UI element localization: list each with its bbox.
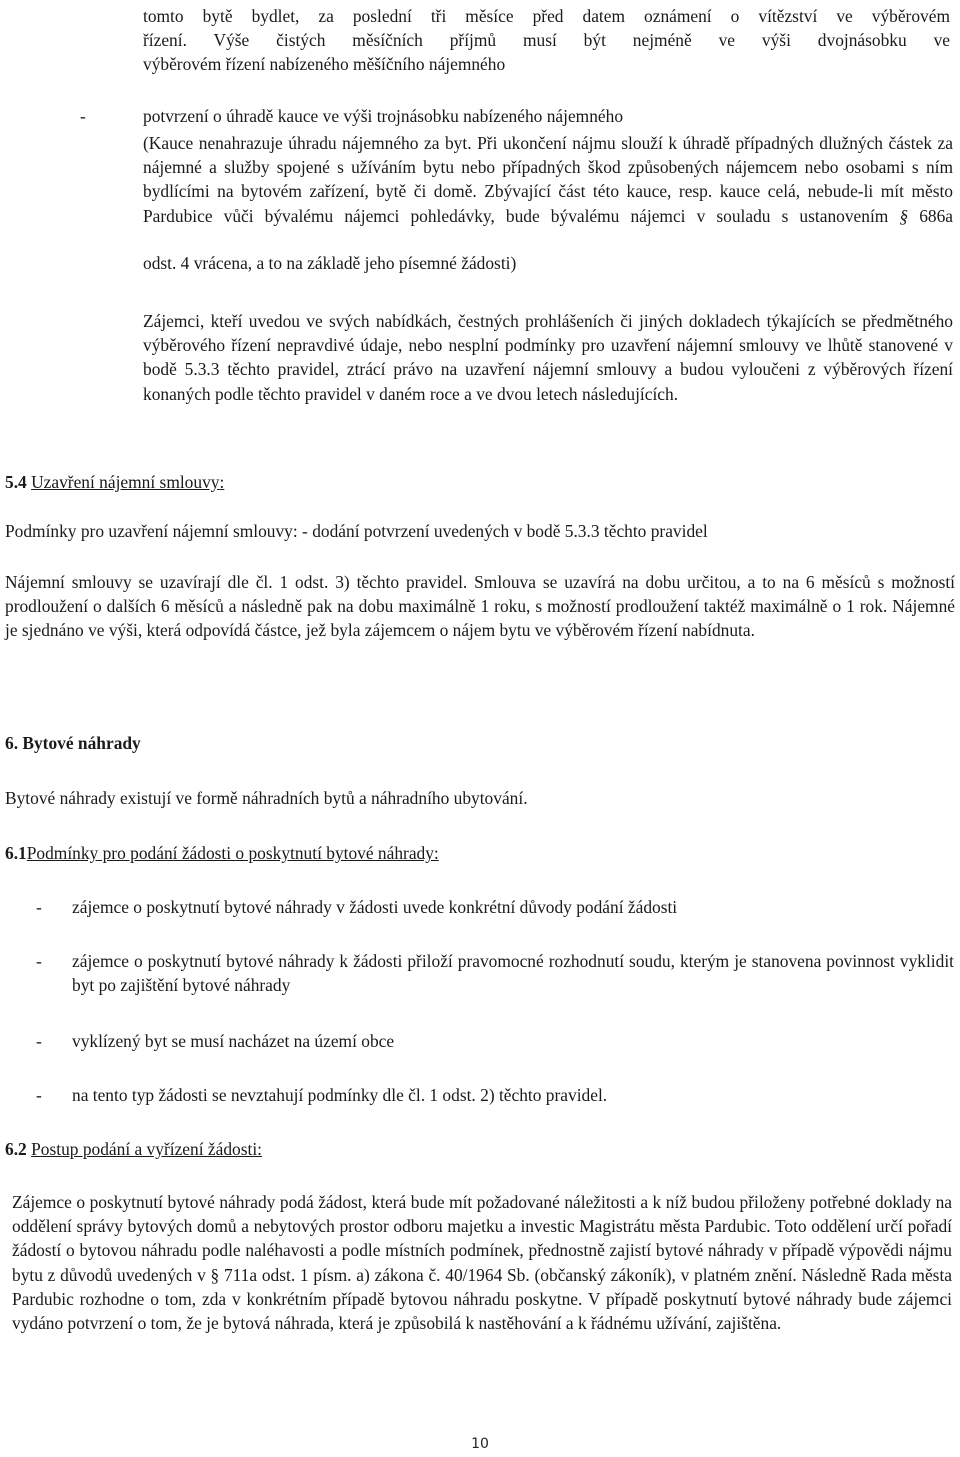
section-6-2-heading (5, 1137, 262, 1161)
kauce-item-dash: - (80, 106, 86, 126)
paragraph-reference: 686a (919, 205, 953, 226)
list-item-2-dash: - (36, 951, 42, 971)
section-5-4-number: 5.4 (5, 472, 27, 492)
list-item-4: na tento typ žádosti se nevztahují podmínky dle čl. 1 odst. 2) těchto pravidel. (72, 1085, 608, 1105)
page-number: 10 (471, 1436, 489, 1452)
list-item-1-dash: - (36, 897, 42, 917)
kauce-explanation: (Kauce nenahrazuje úhradu nájemného za byt. Při ukončení nájmu slouží k úhradě případných dlužných částek za nájemné a služby spojené s užíváním bytu nebo případných škod způsobených nájemcem nebo osobami s ním bydlícími na bytovém zařízení, bytě či domě. Zbývající část této kauce, resp. kauce celá, nebude-li mít město Pardubice vůči bývalému nájemci pohledávky, bude bývalému nájemci v souladu s ustanovením § 686a (143, 133, 953, 226)
top-paragraph-line-1: tomto bytě bydlet, za poslední tři měsíce před datem oznámení o vítězství ve výběrovém (143, 6, 950, 26)
section-5-4-conditions: Podmínky pro uzavření nájemní smlouvy: - dodání potvrzení uvedených v bodě 5.3.3 těchto pravidel (5, 521, 708, 541)
section-6-heading: 6. Bytové náhrady (5, 733, 141, 753)
section-6-1-number: 6.1 (5, 843, 27, 863)
paragraph-sign: § (888, 205, 920, 226)
list-item-3-dash: - (36, 1031, 42, 1051)
top-paragraph-line-2: řízení. Výše čistých měsíčních příjmů musí být nejméně ve výši dvojnásobku ve (143, 30, 950, 50)
section-6-1-heading (5, 841, 439, 865)
warning-paragraph: Zájemci, kteří uvedou ve svých nabídkách, čestných prohlášeních či jiných dokladech týkajících se předmětného výběrového řízení nepravdivé údaje, nebo nesplní podmínky pro uzavření nájemní smlouvy ve lhůtě stanovené v bodě 5.3.3 těchto pravidel, ztrácí právo na uzavření nájemní smlouvy a budou vyloučeni z výběrových řízení konaných podle těchto pravidel v daném roce a ve dvou letech následujících. (143, 311, 953, 404)
list-item-3: vyklízený byt se musí nacházet na území obce (72, 1031, 395, 1051)
section-6-intro: Bytové náhrady existují ve formě náhradních bytů a náhradního ubytování. (5, 788, 528, 808)
section-6-1-title: Podmínky pro podání žádosti o poskytnutí bytové náhrady: (26, 843, 439, 863)
top-paragraph-line-3: výběrovém řízení nabízeného měšíčního nájemného (143, 54, 506, 74)
section-6-2-number: 6.2 (5, 1139, 27, 1159)
list-item-1: zájemce o poskytnutí bytové náhrady v žádosti uvede konkrétní důvody podání žádosti (72, 897, 678, 917)
section-5-4-title: Uzavření nájemní smlouvy: (31, 472, 225, 492)
kauce-item-title: potvrzení o úhradě kauce ve výši trojnásobku nabízeného nájemného (143, 106, 624, 126)
section-5-4-paragraph: Nájemní smlouvy se uzavírají dle čl. 1 odst. 3) těchto pravidel. Smlouva se uzavírá na dobu určitou, a to na 6 měsíců s možností prodloužení o dalších 6 měsíců a následně pak na dobu maximálně 1 roku, s možností prodloužení taktéž maximálně o 1 rok. Nájemné je sjednáno ve výši, která odpovídá částce, jež byla zájemcem o nájem bytu ve výběrovém řízení nabídnuta. (5, 572, 955, 641)
section-6-2-title: Postup podání a vyřízení žádosti: (31, 1139, 262, 1159)
section-5-4-heading (5, 470, 224, 494)
list-item-4-dash: - (36, 1085, 42, 1105)
section-6-2-paragraph: Zájemce o poskytnutí bytové náhrady podá žádost, která bude mít požadované náležitosti a k níž budou přiloženy potřebné doklady na oddělení správy bytových domů a nebytových prostor odboru majetku a investic Magistrátu města Pardubic. Toto oddělení určí pořadí žádostí o bytovou náhradu podle naléhavosti a podle místních podmínek, přednostně zajistí bytové náhrady v případě výpovědi nájmu bytu z důvodů uvedených v § 711a odst. 1 písm. a) zákona č. 40/1964 Sb. (občanský zákoník), v platném znění. Následně Rada města Pardubic rozhodne o tom, zda v konkrétním případě bytovou náhradu poskytne. V případě poskytnutí bytové náhrady bude zájemci vydáno potvrzení o tom, že je bytová náhrada, která je způsobilá k nastěhování a k řádnému užívání, zajištěna. (12, 1192, 952, 1334)
kauce-explanation-last-line: odst. 4 vrácena, a to na základě jeho písemné žádosti) (143, 253, 517, 273)
list-item-2: zájemce o poskytnutí bytové náhrady k žádosti přiloží pravomocné rozhodnutí soudu, kterým je stanovena povinnost vyklidit byt po zajištění bytové náhrady (72, 951, 954, 996)
